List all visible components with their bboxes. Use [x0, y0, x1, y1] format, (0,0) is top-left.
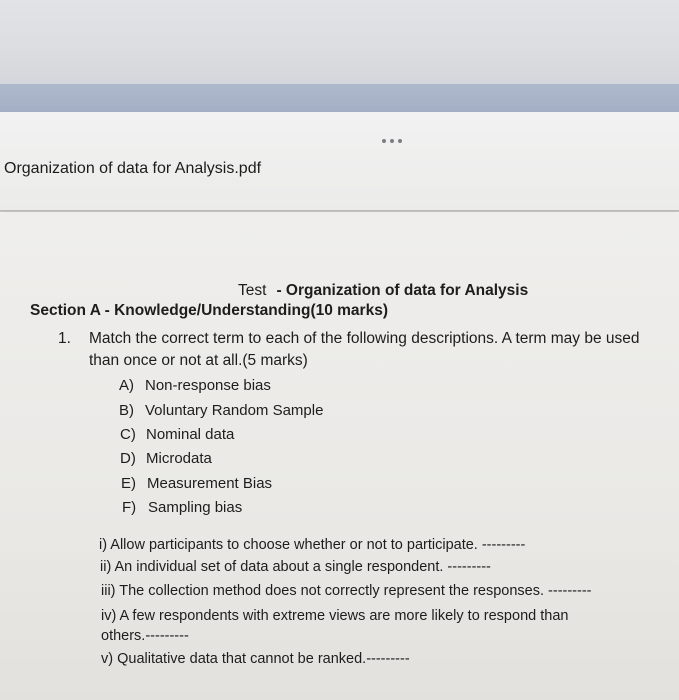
option-text: Non-response bias [145, 377, 271, 394]
pdf-page [0, 212, 679, 700]
option-c [120, 426, 234, 443]
description-ii: ii) An individual set of data about a single respondent. --------- [100, 559, 491, 575]
description-iv: iv) A few respondents with extreme views are more likely to respond than [101, 608, 569, 624]
option-label: F) [122, 499, 137, 516]
option-b [119, 402, 323, 419]
viewer-header [0, 112, 679, 211]
description-iv-continued: others.--------- [101, 628, 189, 644]
option-label: E) [121, 475, 136, 492]
title-bar [0, 84, 679, 113]
option-text: Measurement Bias [147, 475, 273, 492]
window-top-area [0, 0, 679, 84]
option-label: D) [120, 450, 136, 467]
option-text: Nominal data [146, 426, 235, 443]
option-text: Voluntary Random Sample [145, 402, 324, 419]
option-d [120, 450, 212, 467]
title-prefix: Test [238, 282, 267, 299]
document-title [238, 282, 528, 300]
option-label: A) [119, 377, 134, 394]
question-text-line-2: than once or not at all.(5 marks) [89, 352, 308, 369]
description-i: i) Allow participants to choose whether or not to participate. --------- [99, 537, 526, 553]
option-label: C) [120, 426, 136, 443]
description-v: v) Qualitative data that cannot be ranked.--------- [101, 651, 410, 667]
question-text-line-1: Match the correct term to each of the following descriptions. A term may be used [89, 330, 640, 347]
question-number: 1. [58, 330, 71, 347]
option-text: Sampling bias [148, 499, 243, 516]
title-main: - Organization of data for Analysis [276, 282, 529, 299]
section-heading: Section A - Knowledge/Understanding(10 marks) [30, 302, 388, 319]
option-label: B) [119, 402, 134, 419]
option-a [119, 377, 271, 394]
option-text: Microdata [146, 450, 212, 467]
option-f [122, 499, 242, 516]
option-e [121, 475, 272, 492]
file-title: Organization of data for Analysis.pdf [4, 160, 262, 177]
description-iii: iii) The collection method does not correctly represent the responses. --------- [101, 583, 592, 599]
more-options-icon[interactable] [374, 134, 410, 148]
